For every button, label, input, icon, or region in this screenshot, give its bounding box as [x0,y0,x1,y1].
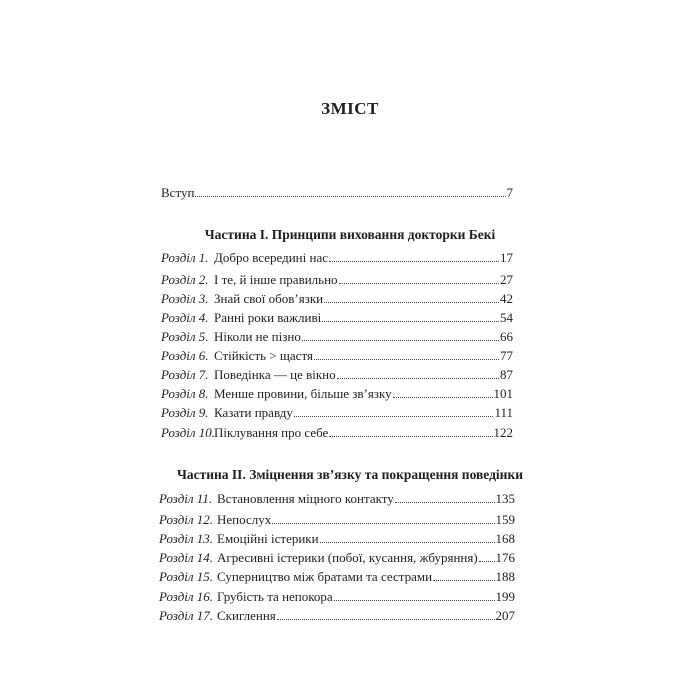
toc-entry-chapter[interactable] [161,405,513,421]
page-title: ЗМІСТ [321,99,379,118]
chapter-number: Розділ 17. [159,608,214,623]
chapter-page: 54 [500,310,513,325]
chapter-title: Поведінка — це вікно [214,367,336,382]
dot-leader [433,580,494,581]
toc-entry-chapter[interactable] [161,291,513,307]
toc-entry-chapter[interactable] [161,272,513,288]
chapter-number: Розділ 1. [161,250,209,265]
toc-entry-chapter[interactable] [159,569,515,585]
dot-leader [334,600,495,601]
dot-leader [479,561,495,562]
dot-leader [302,340,499,341]
chapter-page: 87 [500,367,513,382]
toc-entry-chapter[interactable] [161,310,513,326]
chapter-page: 42 [500,291,513,306]
part-heading-1: Частина І. Принципи виховання докторки Бекі [204,227,496,242]
chapter-number: Розділ 5. [161,329,209,344]
chapter-page: 159 [495,512,515,527]
chapter-title: Суперництво між братами та сестрами [217,569,433,584]
chapter-page: 66 [500,329,513,344]
dot-leader [314,359,499,360]
dot-leader [272,523,494,524]
chapter-page: 199 [495,589,515,604]
chapter-title: Агресивні істерики (побої, кусання, жбуряння) [217,550,478,565]
chapter-title: Ранні роки важливі [214,310,322,325]
chapter-page: 111 [494,405,513,420]
dot-leader [395,502,495,503]
chapter-number: Розділ 3. [161,291,209,306]
chapter-number: Розділ 12. [159,512,214,527]
chapter-page: 122 [493,425,513,440]
toc-entry-chapter[interactable] [161,367,513,383]
chapter-number: Розділ 10. [161,425,216,440]
chapter-page: 27 [500,272,513,287]
chapter-number: Розділ 8. [161,386,209,401]
dot-leader [329,261,499,262]
chapter-title: Казати правду [214,405,293,420]
chapter-title: Непослух [217,512,272,527]
toc-entry-chapter[interactable] [161,348,513,364]
dot-leader [277,619,495,620]
chapter-title: Добро всередині нас [214,250,328,265]
dot-leader [195,196,505,197]
toc-entry-page: 7 [506,185,513,200]
chapter-title: Встановлення міцного контакту [217,491,394,506]
chapter-number: Розділ 6. [161,348,209,363]
dot-leader [324,302,499,303]
chapter-title: Знай свої обов’язки [214,291,324,306]
chapter-page: 168 [495,531,515,546]
toc-entry-chapter[interactable] [161,329,513,345]
chapter-title: І те, й інше правильно [214,272,338,287]
dot-leader [294,416,494,417]
toc-entry-intro[interactable] [161,185,513,201]
dot-leader [329,436,492,437]
chapter-number: Розділ 4. [161,310,209,325]
chapter-number: Розділ 15. [159,569,214,584]
toc-entry-chapter[interactable] [159,608,515,624]
chapter-number: Розділ 7. [161,367,209,382]
chapter-page: 17 [500,250,513,265]
toc-entry-chapter[interactable] [159,550,515,566]
dot-leader [322,321,499,322]
chapter-page: 176 [495,550,515,565]
dot-leader [337,378,499,379]
chapter-page: 101 [493,386,513,401]
chapter-title: Піклування про себе [214,425,329,440]
chapter-page: 207 [495,608,515,623]
chapter-title: Емоційні істерики [217,531,319,546]
toc-entry-chapter[interactable] [159,589,515,605]
chapter-page: 135 [495,491,515,506]
toc-entry-chapter[interactable] [161,425,513,441]
chapter-number: Розділ 11. [159,491,213,506]
toc-entry-chapter[interactable] [159,531,515,547]
dot-leader [339,283,499,284]
chapter-title: Менше провини, більше зв’язку [214,386,392,401]
toc-entry-chapter[interactable] [161,386,513,402]
dot-leader [320,542,495,543]
part-heading-2: Частина ІІ. Зміцнення зв’язку та покращення поведінки [176,467,524,482]
chapter-title: Ніколи не пізно [214,329,301,344]
chapter-number: Розділ 14. [159,550,214,565]
chapter-title: Скиглення [217,608,276,623]
chapter-title: Грубість та непокора [217,589,333,604]
chapter-title: Стійкість > щастя [214,348,313,363]
chapter-number: Розділ 16. [159,589,214,604]
toc-entry-chapter[interactable] [161,250,513,266]
chapter-number: Розділ 2. [161,272,209,287]
chapter-number: Розділ 9. [161,405,209,420]
dot-leader [393,397,493,398]
chapter-page: 77 [500,348,513,363]
chapter-page: 188 [495,569,515,584]
toc-entry-chapter[interactable] [159,512,515,528]
toc-entry-chapter[interactable] [159,491,515,507]
chapter-number: Розділ 13. [159,531,214,546]
toc-entry-text: Вступ [161,185,195,200]
